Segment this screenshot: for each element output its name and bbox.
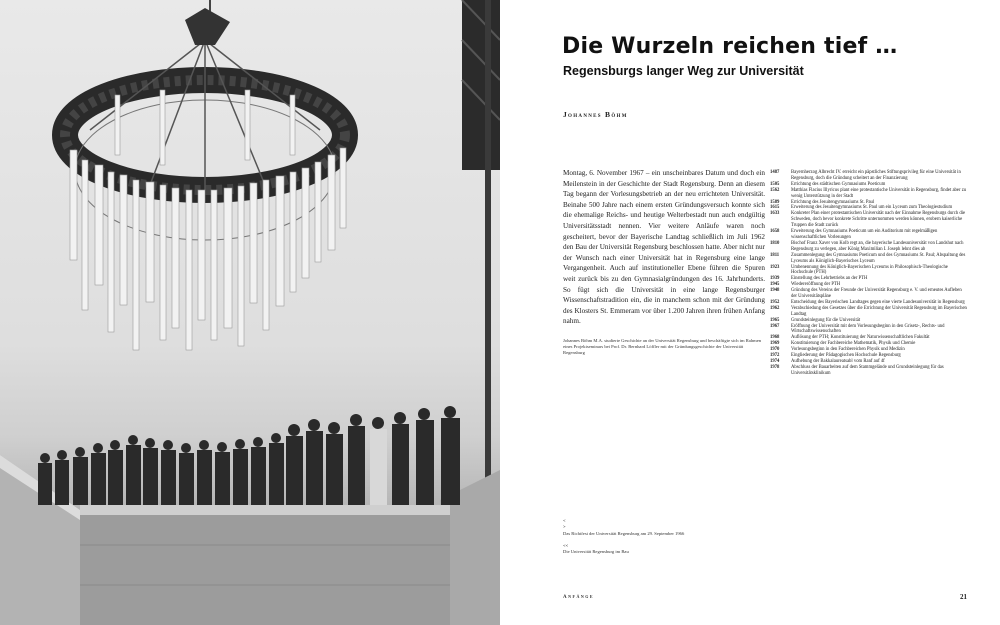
chronology-text: Aufhebung der Bakkalaureatsabl vom Ranf auf 4f bbox=[791, 359, 885, 364]
chronology-year: 1658 bbox=[770, 229, 780, 235]
chronology-year: 1972 bbox=[770, 353, 780, 359]
page-number: 21 bbox=[960, 593, 967, 601]
chronology-text: Konstituierung der Fachbereiche Mathematik, Physik und Chemie bbox=[791, 341, 916, 347]
chronology-year: 1505 bbox=[770, 181, 780, 187]
chronology-text: Errichtung des Jesuitengymnasiums St. Paul bbox=[791, 199, 875, 205]
chronology-text: Auflösung der PTH; Konstituierung der Naturwissenschaftlichen Fakultät bbox=[791, 335, 930, 341]
chapter-subtitle: Regensburgs langer Weg zur Universität bbox=[563, 64, 804, 78]
chronology-entry bbox=[770, 324, 968, 336]
photo-captions bbox=[563, 518, 763, 555]
chronology-year: 1945 bbox=[770, 282, 780, 288]
caption-arrow-double-left: << bbox=[563, 542, 569, 548]
chronology-entry bbox=[770, 265, 968, 277]
chronology-text: Gründung des Vereins der Freunde der Universität Regensburg e. V. und erneutes Aufleben der Universitätspläne bbox=[791, 288, 962, 300]
chronology-text: Grundsteinlegung für die Universität bbox=[791, 317, 861, 323]
author-name: Johannes Böhm bbox=[563, 110, 628, 119]
chronology-text: Eröffnung der Universität mit dem Vorlesungsbeginn in den Grisetz-, Rechts- und Wirtschaftswissenschaften bbox=[791, 323, 945, 335]
chapter-title: Die Wurzeln reichen tief … bbox=[562, 34, 898, 59]
chronology-entry bbox=[770, 229, 968, 241]
chronology-entry bbox=[770, 241, 968, 253]
chronology-entry bbox=[770, 188, 968, 200]
chronology-year: 1974 bbox=[770, 359, 780, 364]
chronology-text: Vorlesungsbeginn in den Fachbereichen Physik und Medizin bbox=[791, 347, 905, 353]
chronology-year: 1633 bbox=[770, 211, 780, 217]
chronology-year: 1962 bbox=[770, 305, 780, 311]
chronology-text: Abschluss der Bauarbeiten auf dem Stammgelände und Grundsteinlegung für das Universitätsklinikum bbox=[791, 364, 944, 376]
chronology-text: Bayernherzog Albrecht IV. erreicht ein päpstliches Stiftungsprivileg für eine Universität in Regensburg, doch die Gründung scheitert an der Finanzierung bbox=[791, 170, 961, 181]
chronology-year: 1968 bbox=[770, 335, 780, 341]
chronology-text: Errichtung des städtischen Gymnasiums Poeticum bbox=[791, 181, 886, 187]
chronology-text: Eingliederung der Pädagogischen Hochschule Regensburg bbox=[791, 353, 901, 359]
caption-arrow-right: > bbox=[563, 524, 566, 530]
chronology-text: Umbenennung des Königlich-Bayerischen Lyceums in Philosophisch-Theologische Hochschule (PTH) bbox=[791, 264, 948, 276]
chronology-year: 1978 bbox=[770, 364, 780, 370]
chronology-text: Erweiterung des Gymnasiums Poeticum um ein Auditorium mit regelmäßigen wissenschaftlichen Vorlesungen bbox=[791, 229, 938, 240]
chronology-entry bbox=[770, 211, 968, 229]
chronology-text: Erweiterung des Jesuitengymnasiums St. Paul um ein Lyceum zum Theologiestudium bbox=[791, 205, 953, 211]
caption-text: Das Richtfest der Universität Regensburg am 29. September 1966 bbox=[563, 530, 685, 536]
chronology-text: Konkreter Plan einer protestantischen Universität nach der Einnahme Regensburgs durch die Schweden, doch bevor konkrete Schritte unternommen werden können, erobern kaiserliche Truppen die Stadt zurück bbox=[791, 211, 966, 229]
chronology-list bbox=[770, 170, 968, 377]
chronology-entry bbox=[770, 306, 968, 318]
caption-arrow-left: < bbox=[563, 518, 566, 523]
chronology-text: Zusammenlegung des Gymnasiums Poeticum und des Gymnasiums St. Paul; Abspaltung des Lyceums als Königlich-Bayerisches Lyceum bbox=[791, 252, 966, 264]
chronology-year: 1939 bbox=[770, 276, 780, 282]
chronology-entry bbox=[770, 365, 968, 377]
chronology-text: Verabschiedung des Gesetzes über die Errichtung der Universität Regensburg im Bayerischen Landtag bbox=[791, 305, 967, 317]
chronology-year: 1615 bbox=[770, 205, 780, 211]
chronology-year: 1923 bbox=[770, 264, 780, 270]
crane-structure bbox=[462, 0, 500, 540]
chronology-year: 1810 bbox=[770, 240, 780, 246]
chronology-text: Matthias Flacius Illyricus plant eine protestantische Universität in Regensburg, findet aber zu wenig Unterstützung in der Stadt bbox=[791, 187, 967, 199]
chronology-year: 1967 bbox=[770, 323, 780, 329]
chronology-text: Bischof Franz Xaver von Kolb regt an, die bayerische Landesuniversität von Landshut nach Regensburg zu verlegen, aber König Maximilian I. Joseph lehnt dies ab bbox=[791, 240, 964, 252]
chronology-year: 1562 bbox=[770, 187, 780, 193]
chronology-entry bbox=[770, 170, 968, 182]
chronology-year: 1948 bbox=[770, 288, 780, 294]
chronology-year: 1589 bbox=[770, 199, 780, 205]
main-text: Montag, 6. November 1967 – ein unscheinbares Datum und doch ein Meilenstein in der Geschichte der Stadt Regensburg. Denn an diesem Tag begann der Vorlesungsbetrieb an der neu errichteten Universität. Beinahe 500 Jahre nach einem ersten Gründungsversuch konnte sich die ehemalige Reichs- und heutige Welterbestadt nun auch endgültig Universitätsstadt nennen. Vier weitere Anläufe waren noch gescheitert, bevor der Bayerische Landtag schließlich im Juli 1962 den Bau der Universität Regensburg beschlossen hatte. Aber nicht nur der Wunsch nach einer Universität hat in Regensburg eine lange Vergangenheit. Auch auf institutioneller Ebene führen die Spuren weit zurück bis zu den Gymnasialgründungen des 16. Jahrhunderts. So fügt sich die Universität in eine lange Regensburger Wissenschaftstradition ein, die in manchem schon mit der Gründung des Klosters St. Emmeram vor über 1.200 Jahren ihren frühen Anfang nahm. bbox=[563, 169, 765, 326]
chronology-entry bbox=[770, 253, 968, 265]
wreath-ribbons bbox=[70, 90, 346, 350]
chronology-text: Wiedereröffnung der PTH bbox=[791, 282, 841, 288]
chronology-year: 1965 bbox=[770, 317, 780, 323]
chronology-year: 1969 bbox=[770, 341, 780, 347]
chronology-year: 1970 bbox=[770, 347, 780, 353]
chronology-entry bbox=[770, 288, 968, 300]
group-of-men bbox=[38, 406, 460, 505]
chronology-year: 1952 bbox=[770, 299, 780, 305]
author-note: Johannes Böhm M.A. studierte Geschichte an der Universität Regensburg und beschäftigte sich im Rahmen eines Projektseminars bei Prof. Dr. Bernhard Löffler mit der Gründungsgeschichte der Universität Regensburg bbox=[563, 338, 762, 356]
chronology-year: 1487 bbox=[770, 170, 780, 175]
section-footer-label: Anfänge bbox=[563, 595, 594, 600]
chronology-text: Einstellung des Lehrbetriebs an der PTH bbox=[791, 276, 868, 282]
caption-text: Die Universität Regensburg im Bau bbox=[563, 549, 629, 555]
chronology-text: Entscheidung des Bayerischen Landtages gegen eine vierte Landesuniversität in Regensburg bbox=[791, 299, 965, 305]
chronology-year: 1811 bbox=[770, 252, 780, 258]
